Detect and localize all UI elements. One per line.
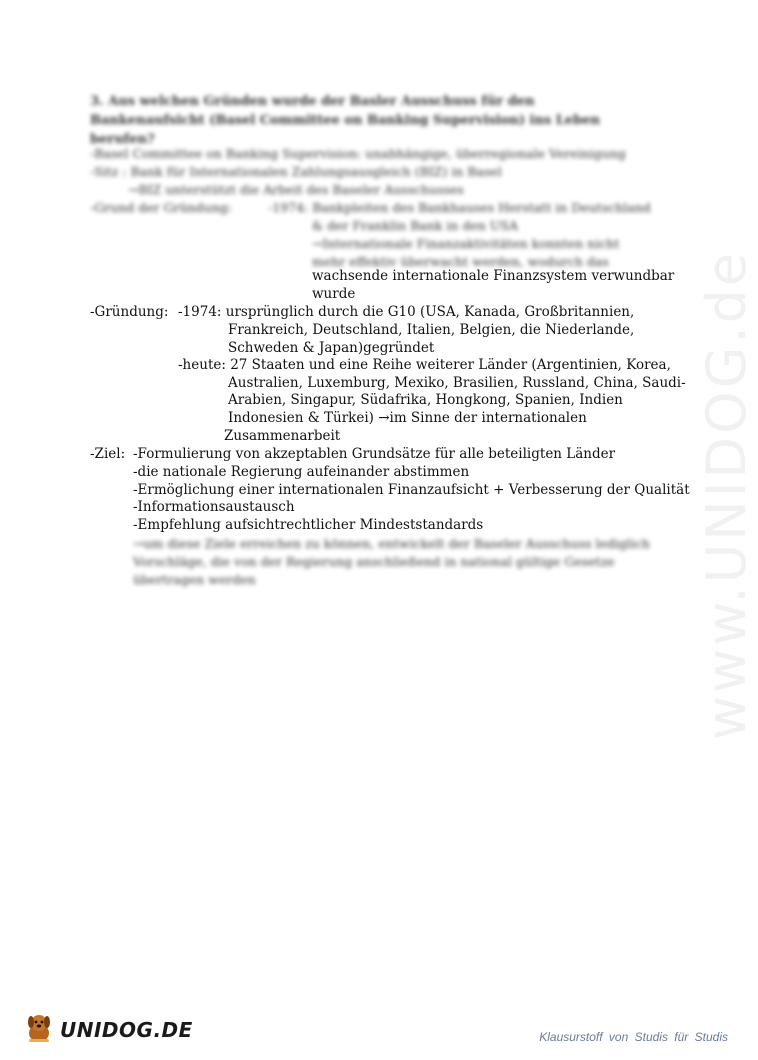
text-line: Indonesien & Türkei) →im Sinne der internationalen <box>228 410 587 426</box>
text-line: Frankreich, Deutschland, Italien, Belgien, die Niederlande, <box>228 322 635 338</box>
text-line: -die nationale Regierung aufeinander abstimmen <box>133 464 470 480</box>
blurred-line: →BIZ unterstützt die Arbeit des Baseler Ausschusses <box>128 182 464 197</box>
text-line: wurde <box>312 286 356 302</box>
blurred-line: -Basel Committee on Banking Supervision: unabhängige, überregionale Vereinigung <box>90 146 626 161</box>
blurred-line: -Sitz : Bank für Internationalen Zahlungsausgleich (BIZ) in Basel <box>90 164 502 179</box>
dog-mascot-icon <box>22 1011 56 1049</box>
section-label-ziel: -Ziel: <box>90 446 126 462</box>
blurred-line: mehr effektiv überwacht werden, wodurch das <box>312 254 609 269</box>
question-heading: 3. Aus welchen Gründen wurde der Basler Ausschuss für den Bankenaufsicht (Basel Committee on Banking Supervision) ins Leben berufen? <box>90 94 600 147</box>
text-line: Zusammenarbeit <box>224 428 341 444</box>
blurred-line: -1974: Bankpleiten des Bankhauses Herstatt in Deutschland <box>268 200 651 215</box>
blurred-line: & der Franklin Bank in den USA <box>312 218 518 233</box>
blurred-line: →um diese Ziele erreichen zu können, entwickelt der Baseler Ausschuss lediglich <box>133 536 650 551</box>
text-line: -Empfehlung aufsichtrechtlicher Mindeststandards <box>133 517 484 533</box>
blurred-line: Vorschläge, die von der Regierung anschließend in national gültige Gesetze <box>133 554 615 569</box>
text-line: Australien, Luxemburg, Mexiko, Brasilien, Russland, China, Saudi- <box>228 375 686 391</box>
unidog-logo <box>22 1010 193 1050</box>
text-line: -Informationsaustausch <box>133 499 295 515</box>
logo-text: UNIDOG.DE <box>60 1018 193 1042</box>
text-line: wachsende internationale Finanzsystem verwundbar <box>312 268 675 284</box>
text-line: -heute: 27 Staaten und eine Reihe weiterer Länder (Argentinien, Korea, <box>178 357 671 373</box>
blurred-line: übertragen werden <box>133 572 256 587</box>
section-label-gruendung: -Gründung: <box>90 304 169 320</box>
text-line: Arabien, Singapur, Südafrika, Hongkong, Spanien, Indien <box>228 392 623 408</box>
blurred-line: →Internationale Finanzaktivitäten konnten nicht <box>312 236 620 251</box>
watermark: www.UNIDOG.de <box>695 249 758 740</box>
text-line: -1974: ursprünglich durch die G10 (USA, Kanada, Großbritannien, <box>178 304 635 320</box>
text-line: -Ermöglichung einer internationalen Finanzaufsicht + Verbesserung der Qualität <box>133 482 690 498</box>
text-line: -Formulierung von akzeptablen Grundsätze für alle beteiligten Länder <box>133 446 616 462</box>
text-line: Schweden & Japan)gegründet <box>228 340 435 356</box>
footer-tagline: Klausurstoff von Studis für Studis <box>539 1030 728 1044</box>
blurred-line: -Grund der Gründung: <box>90 200 232 215</box>
